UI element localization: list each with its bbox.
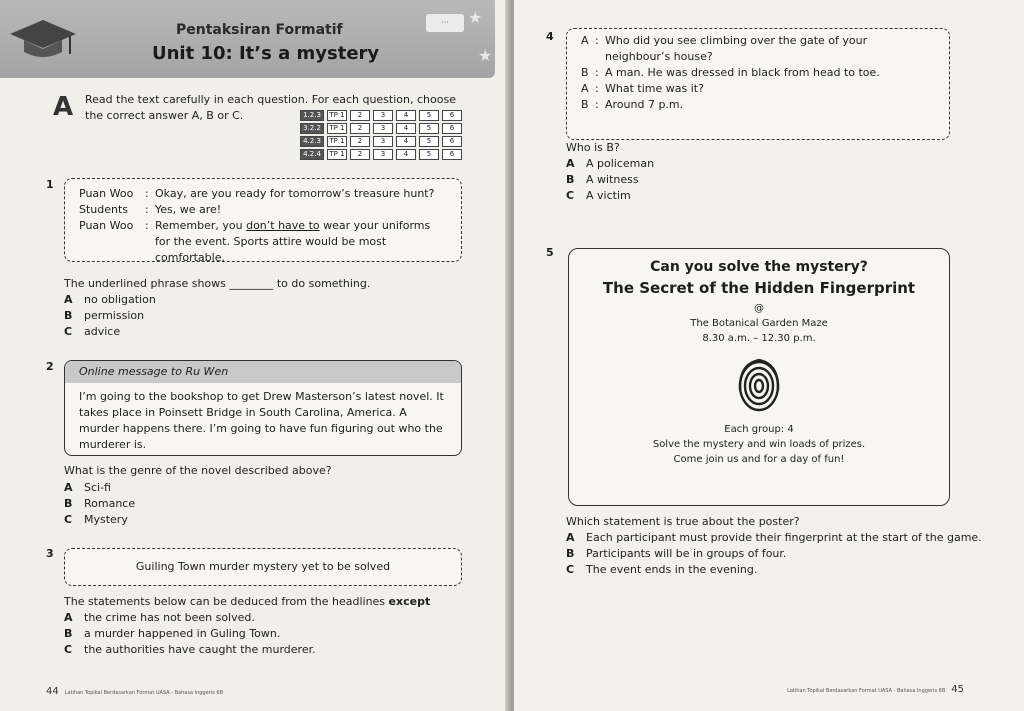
right-page — [514, 0, 1024, 711]
dialog-box — [64, 178, 462, 262]
tp-cell[interactable]: 6 — [442, 149, 462, 160]
dialog-line: A : What time was it? — [581, 82, 704, 95]
question-text: Who is B? — [566, 141, 620, 154]
section-instruction: Read the text carefully in each question. For each question, choose the correct answer A, B or C. — [85, 93, 456, 122]
tp-cell[interactable]: 6 — [442, 123, 462, 134]
tp-cell[interactable]: TP 1 — [327, 136, 347, 147]
message-header: Online message to Ru Wen — [65, 361, 461, 383]
tp-row — [300, 123, 462, 133]
option[interactable]: B A witness — [566, 173, 639, 186]
dialog-line: Students : Yes, we are! — [79, 203, 222, 216]
poster-heading: Can you solve the mystery? — [650, 259, 868, 275]
dialog-line: B : A man. He was dressed in black from head to toe. — [581, 66, 880, 79]
poster-invite: Come join us and for a day of fun! — [673, 454, 845, 465]
star-icon: ★ — [478, 46, 493, 65]
unit-banner — [0, 0, 495, 78]
tp-cell[interactable]: 5 — [419, 149, 439, 160]
page-footer — [787, 684, 964, 695]
option[interactable]: B a murder happened in Guling Town. — [64, 627, 281, 640]
tp-row — [300, 149, 462, 159]
tp-label: 3.2.2 — [300, 123, 324, 134]
footer-text: Latihan Topikal Berdasarkan Format UASA - Bahasa Inggeris 6B — [64, 690, 223, 696]
underlined-phrase: don’t have to — [246, 219, 320, 232]
option[interactable]: C the authorities have caught the murderer. — [64, 643, 316, 656]
option[interactable]: B Romance — [64, 497, 136, 510]
tp-cell[interactable]: 4 — [396, 149, 416, 160]
star-icon: ★ — [468, 8, 483, 27]
poster-title: The Secret of the Hidden Fingerprint — [602, 279, 916, 297]
question-text: What is the genre of the novel described above? — [64, 464, 332, 477]
tp-cell[interactable]: 5 — [419, 136, 439, 147]
tp-cell[interactable]: 2 — [350, 110, 370, 121]
dialog-line: A : Who did you see climbing over the gate of your neighbour’s house? — [581, 34, 868, 63]
tp-label: 4.2.4 — [300, 149, 324, 160]
option[interactable]: C advice — [64, 325, 121, 338]
question-text: The statements below can be deduced from the headlines except — [64, 595, 431, 608]
message-box — [64, 360, 462, 456]
page-number: 45 — [951, 684, 964, 695]
tag-icon — [426, 14, 464, 32]
unit-subtitle: Pentaksiran Formatif — [176, 22, 343, 38]
question-number: 1 — [46, 178, 54, 191]
tp-cell[interactable]: 2 — [350, 123, 370, 134]
question-number: 5 — [546, 246, 554, 259]
dialog-box — [566, 28, 950, 140]
tp-cell[interactable]: 2 — [350, 149, 370, 160]
option[interactable]: B permission — [64, 309, 145, 322]
options-list — [64, 480, 135, 528]
tp-cell[interactable]: TP 1 — [327, 110, 347, 121]
poster-venue: The Botanical Garden Maze — [690, 318, 828, 329]
poster-prize: Solve the mystery and win loads of prizes. — [652, 439, 866, 450]
tp-cell[interactable]: 3 — [373, 123, 393, 134]
tp-cell[interactable]: 3 — [373, 149, 393, 160]
question-text: Which statement is true about the poster? — [566, 515, 800, 528]
tp-row — [300, 136, 462, 146]
option[interactable]: C Mystery — [64, 513, 128, 526]
dialog-line: Puan Woo : Remember, you don’t have to wear your uniforms for the event. Sports attire would be most comfortable. — [79, 219, 431, 264]
tp-cell[interactable]: TP 1 — [327, 149, 347, 160]
option[interactable]: A A policeman — [566, 157, 655, 170]
options-list — [566, 530, 982, 578]
option[interactable]: A the crime has not been solved. — [64, 611, 255, 624]
option[interactable]: C A victim — [566, 189, 631, 202]
tp-cell[interactable]: 5 — [419, 110, 439, 121]
tp-cell[interactable]: 3 — [373, 110, 393, 121]
unit-title: Unit 10: It’s a mystery — [152, 43, 380, 64]
tp-label: 4.2.3 — [300, 136, 324, 147]
headline-box — [64, 548, 462, 586]
tp-cell[interactable]: 2 — [350, 136, 370, 147]
headline-text: Guiling Town murder mystery yet to be solved — [135, 560, 391, 573]
tp-row — [300, 110, 462, 120]
tp-label: 1.2.3 — [300, 110, 324, 121]
option[interactable]: A Sci-fi — [64, 481, 111, 494]
dialog-line: Puan Woo : Okay, are you ready for tomorrow’s treasure hunt? — [79, 187, 435, 200]
question-number: 2 — [46, 360, 54, 373]
options-list — [64, 292, 156, 340]
poster-group: Each group: 4 — [724, 424, 794, 435]
tp-cell[interactable]: 4 — [396, 123, 416, 134]
dialog-line: B : Around 7 p.m. — [581, 98, 684, 111]
left-page — [0, 0, 510, 711]
question-text: The underlined phrase shows ________ to do something. — [64, 277, 371, 290]
tp-cell[interactable]: 4 — [396, 136, 416, 147]
graduation-cap-icon — [8, 8, 78, 68]
tp-cell[interactable]: 4 — [396, 110, 416, 121]
tp-cell[interactable]: 6 — [442, 110, 462, 121]
options-list — [566, 156, 654, 204]
section-letter: A — [53, 92, 74, 122]
tp-cell[interactable]: 3 — [373, 136, 393, 147]
poster-at: @ — [754, 303, 764, 314]
tp-cell[interactable]: TP 1 — [327, 123, 347, 134]
option[interactable]: C The event ends in the evening. — [566, 563, 758, 576]
option[interactable]: A Each participant must provide their fingerprint at the start of the game. — [566, 531, 982, 544]
tp-cell[interactable]: 5 — [419, 123, 439, 134]
tp-grid — [300, 110, 462, 162]
option[interactable]: B Participants will be in groups of four. — [566, 547, 787, 560]
event-poster — [568, 248, 950, 506]
tp-cell[interactable]: 6 — [442, 136, 462, 147]
question-number: 3 — [46, 547, 54, 560]
message-body: I’m going to the bookshop to get Drew Masterson’s latest novel. It takes place in Poinsett Bridge in South Carolina, America. A murder happens there. I’m going to have fun figuring out who the murderer is. — [79, 390, 444, 451]
question-number: 4 — [546, 30, 554, 43]
page-footer — [46, 686, 223, 697]
poster-time: 8.30 a.m. – 12.30 p.m. — [702, 333, 816, 344]
page-number: 44 — [46, 686, 59, 697]
options-list — [64, 610, 316, 658]
fingerprint-icon — [729, 354, 789, 414]
footer-text: Latihan Topikal Berdasarkan Format UASA - Bahasa Inggeris 6B — [787, 688, 946, 694]
option[interactable]: A no obligation — [64, 293, 156, 306]
